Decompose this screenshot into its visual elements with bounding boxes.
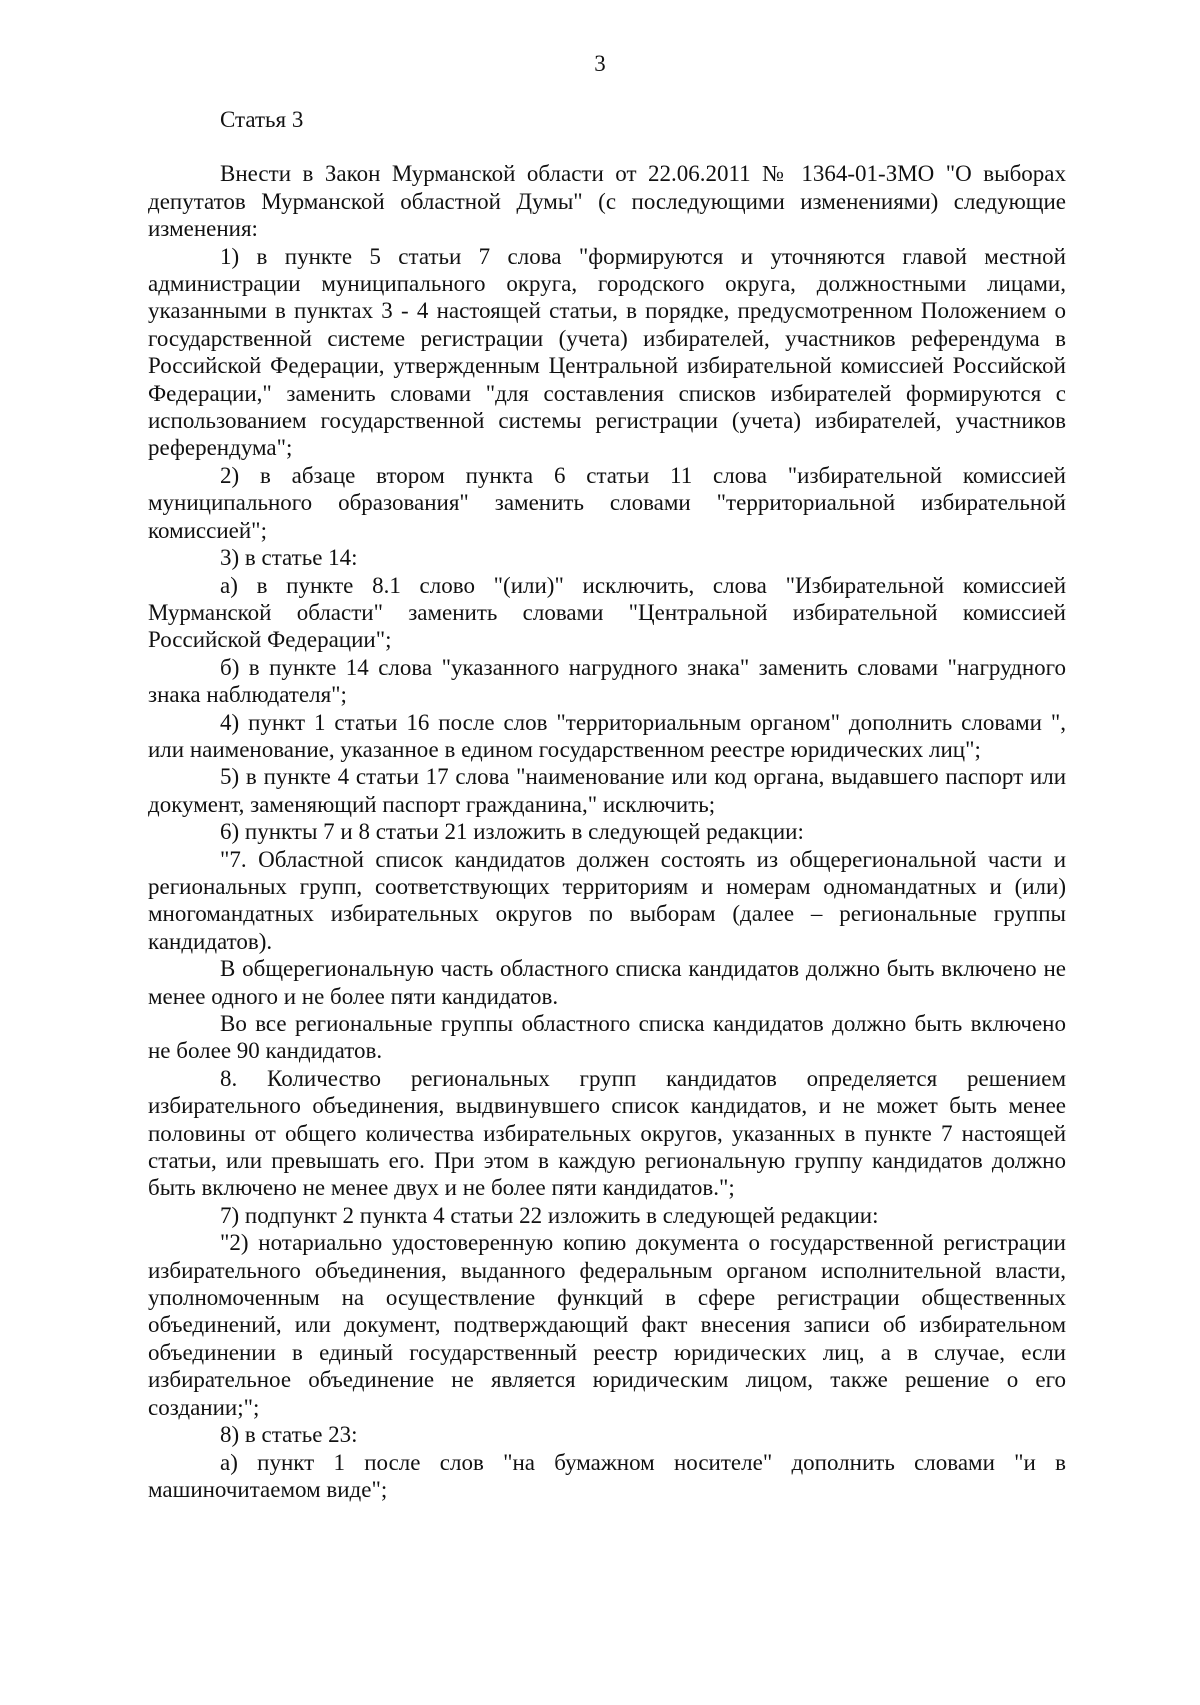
paragraph-quote-7-part2: В общерегиональную часть областного списка кандидатов должно быть включено не менее одного и не более пяти кандидатов.	[148, 956, 1066, 1009]
paragraph-item-8a: а) пункт 1 после слов "на бумажном носителе" дополнить словами "и в машиночитаемом виде";	[148, 1449, 1066, 1502]
paragraph-quote-7-part3: Во все региональные группы областного списка кандидатов должно быть включено не более 90 кандидатов.	[148, 1011, 1066, 1064]
document-body	[148, 106, 1066, 1503]
paragraph-item-6: 6) пункты 7 и 8 статьи 21 изложить в следующей редакции:	[220, 819, 804, 845]
paragraph-item-8: 8) в статье 23:	[220, 1422, 358, 1448]
paragraph-item-3a: а) в пункте 8.1 слово "(или)" исключить, слова "Избирательной комиссией Мурманской области" заменить словами "Центральной избирательной комиссией Российской Федерации";	[148, 572, 1066, 653]
paragraph-item-4: 4) пункт 1 статьи 16 после слов "территориальным органом" дополнить словами ", или наименование, указанное в едином государственном реестре юридических лиц";	[148, 709, 1066, 762]
page-number: 3	[594, 51, 606, 76]
paragraph-quote-7: "7. Областной список кандидатов должен состоять из общерегиональной части и региональных групп, соответствующих территориям и номерам одномандатных и (или) многомандатных избирательных округов по выборам (далее – региональные группы кандидатов).	[148, 846, 1066, 954]
paragraph-item-7: 7) подпункт 2 пункта 4 статьи 22 изложить в следующей редакции:	[220, 1202, 879, 1228]
paragraph-item-2: 2) в абзаце втором пункта 6 статьи 11 слова "избирательной комиссией муниципального образования" заменить словами "территориальной избирательной комиссией";	[148, 462, 1066, 543]
paragraph-item-3b: б) в пункте 14 слова "указанного нагрудного знака" заменить словами "нагрудного знака наблюдателя";	[148, 654, 1066, 708]
paragraph-item-3: 3) в статье 14:	[220, 545, 358, 571]
paragraph-item-5: 5) в пункте 4 статьи 17 слова "наименование или код органа, выдавшего паспорт или документ, заменяющий паспорт гражданина," исключить;	[148, 764, 1066, 817]
paragraph-quote-8: 8. Количество региональных групп кандидатов определяется решением избирательного объединения, выдвинувшего список кандидатов, и не может быть менее половины от общего количества избирательных округов, указанных в пункте 7 настоящей статьи, или превышать его. При этом в каждую региональную группу кандидатов должно быть включено не менее двух и не более пяти кандидатов.";	[148, 1065, 1066, 1201]
paragraph-intro: Внести в Закон Мурманской области от 22.06.2011 № 1364-01-ЗМО "О выборах депутатов Мурманской областной Думы" (с последующими изменениями) следующие изменения:	[148, 161, 1066, 242]
article-title: Статья 3	[220, 107, 304, 132]
paragraph-quote-2: "2) нотариально удостоверенную копию документа о государственной регистрации избирательного объединения, выданного федеральным органом исполнительной власти, уполномоченным на осуществление функций в сфере регистрации общественных объединений, или документ, подтверждающий факт внесения записи об избирательном объединении в единый государственный реестр юридических лиц, а в случае, если избирательное объединение не является юридическим лицом, также решение о его создании;";	[148, 1230, 1066, 1420]
paragraph-item-1: 1) в пункте 5 статьи 7 слова "формируются и уточняются главой местной администрации муниципального округа, городского округа, должностными лицами, указанными в пунктах 3 - 4 настоящей статьи, в порядке, предусмотренном Положением о государственной системе регистрации (учета) избирателей, участников референдума в Российской Федерации, утвержденным Центральной избирательной комиссией Российской Федерации," заменить словами "для составления списков избирателей формируются с использованием государственной системы регистрации (учета) избирателей, участников референдума";	[148, 243, 1066, 461]
